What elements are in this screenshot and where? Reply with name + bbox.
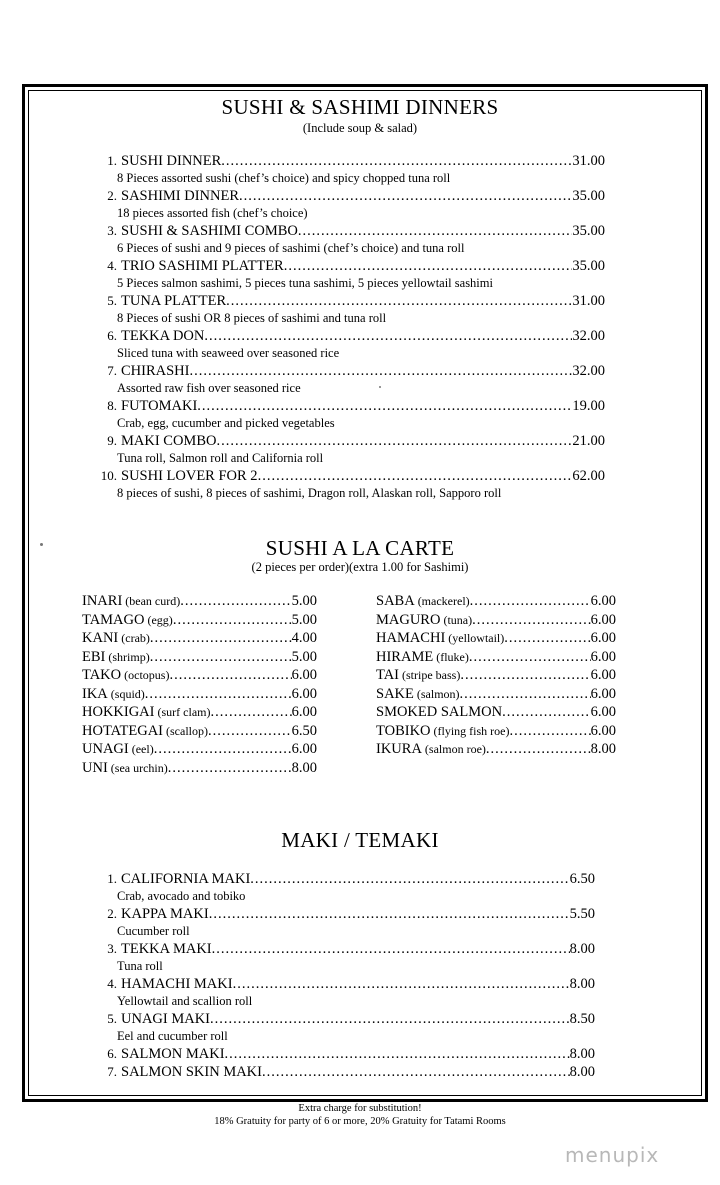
item-price: 35.00 xyxy=(572,258,605,274)
item-number: 1. xyxy=(107,871,117,886)
item-description: Eel and cucumber roll xyxy=(117,1029,228,1043)
dot-leader xyxy=(150,629,292,647)
item-name: SAKE xyxy=(376,685,414,702)
item-price: 6.00 xyxy=(590,611,616,628)
section-title-maki: MAKI / TEMAKI xyxy=(281,828,439,852)
item-number: 10. xyxy=(100,468,117,483)
item-name: HAMACHI MAKI xyxy=(121,976,233,992)
item-number: 2. xyxy=(107,188,117,203)
a-la-carte-item xyxy=(376,685,616,704)
dot-leader xyxy=(460,685,591,703)
section-title-dinners: SUSHI & SASHIMI DINNERS xyxy=(221,95,499,119)
section-subtitle-dinners: (Include soup & salad) xyxy=(302,121,418,135)
item-price: 6.00 xyxy=(590,667,616,683)
dot-leader xyxy=(258,467,573,485)
a-la-carte-item xyxy=(82,685,317,704)
dot-leader xyxy=(197,397,572,415)
maki-list xyxy=(95,870,595,1081)
item-name: TEKKA MAKI xyxy=(121,941,212,957)
footer-gratuity-note: 18% Gratuity for party of 6 or more, 20% Gratuity for Tatami Rooms xyxy=(214,1116,506,1127)
item-translation: (egg) xyxy=(147,612,173,627)
item-translation: (salmon roe) xyxy=(424,742,486,756)
item-name: UNI xyxy=(82,759,108,776)
item-name: INARI xyxy=(82,593,123,609)
item-price: 8.00 xyxy=(569,976,595,992)
item-name: UNAGI MAKI xyxy=(121,1011,211,1027)
dot-leader xyxy=(284,257,573,275)
item-price: 8.00 xyxy=(590,741,616,757)
item-price: 6.00 xyxy=(291,704,317,720)
item-translation: (tuna) xyxy=(443,612,473,627)
dinners-list xyxy=(95,152,605,502)
a-la-carte-item xyxy=(376,666,616,685)
item-name: SASHIMI DINNER xyxy=(121,188,240,204)
item-description: Sliced tuna with seaweed over seasoned rice xyxy=(117,346,340,360)
item-name: MAKI COMBO xyxy=(121,433,217,449)
menu-item xyxy=(95,222,605,240)
a-la-carte-item xyxy=(82,740,317,759)
a-la-carte-item xyxy=(376,740,616,759)
dot-leader xyxy=(212,940,570,958)
a-la-carte-item xyxy=(376,592,616,611)
dot-leader xyxy=(470,592,591,610)
dot-leader xyxy=(233,975,570,993)
menu-item xyxy=(95,397,605,415)
item-number: 5. xyxy=(107,1011,117,1026)
item-description: Tuna roll xyxy=(117,959,163,973)
dot-leader xyxy=(486,740,591,758)
item-price: 21.00 xyxy=(572,433,605,449)
a-la-carte-item xyxy=(82,648,317,667)
item-description: 8 Pieces assorted sushi (chef’s choice) and spicy chopped tuna roll xyxy=(117,171,451,185)
item-name: SALMON SKIN MAKI xyxy=(121,1064,262,1080)
item-price: 62.00 xyxy=(572,468,605,484)
dot-leader xyxy=(460,666,590,684)
dot-leader xyxy=(225,1045,570,1063)
item-price: 6.00 xyxy=(291,685,317,702)
item-price: 6.00 xyxy=(590,722,616,739)
dot-leader xyxy=(469,648,591,666)
menu-item xyxy=(95,1010,595,1028)
item-name: EBI xyxy=(82,648,106,665)
item-translation: (scallop) xyxy=(166,723,208,738)
item-description: Crab, egg, cucumber and picked vegetables xyxy=(117,416,335,430)
item-name: TUNA PLATTER xyxy=(121,293,227,309)
item-price: 31.00 xyxy=(572,293,605,309)
item-price: 8.00 xyxy=(291,759,317,776)
dot-leader xyxy=(262,1063,570,1081)
a-la-carte-item xyxy=(82,759,317,778)
item-description: Assorted raw fish over seasoned rice xyxy=(117,381,301,395)
a-la-carte-item xyxy=(82,592,317,611)
dot-leader xyxy=(298,222,573,240)
item-translation: (mackerel) xyxy=(417,594,470,608)
dot-leader xyxy=(210,1010,570,1028)
item-name: TEKKA DON xyxy=(121,328,205,344)
item-number: 5. xyxy=(107,293,117,308)
item-price: 32.00 xyxy=(572,328,605,344)
item-translation: (crab) xyxy=(121,631,150,645)
item-name: CHIRASHI xyxy=(121,363,190,379)
item-name: HIRAME xyxy=(376,648,434,665)
a-la-carte-item xyxy=(82,722,317,741)
item-name: HAMACHI xyxy=(376,630,446,646)
item-name: IKA xyxy=(82,685,108,702)
item-description: Crab, avocado and tobiko xyxy=(117,889,246,903)
item-price: 6.00 xyxy=(590,593,616,609)
item-name: TOBIKO xyxy=(376,722,431,739)
item-price: 6.50 xyxy=(569,871,595,887)
dot-leader xyxy=(208,722,292,740)
item-description: Cucumber roll xyxy=(117,924,190,938)
a-la-carte-item xyxy=(376,703,616,722)
item-name: KANI xyxy=(82,630,119,646)
item-price: 35.00 xyxy=(572,188,605,204)
section-subtitle-a-la-carte: (2 pieces per order)(extra 1.00 for Sashimi) xyxy=(251,560,469,574)
dot-leader xyxy=(180,592,291,610)
dot-leader xyxy=(216,432,572,450)
item-price: 6.50 xyxy=(291,722,317,739)
menu-item xyxy=(95,1045,595,1063)
item-name: SUSHI & SASHIMI COMBO xyxy=(121,223,298,239)
item-price: 8.00 xyxy=(569,1064,595,1080)
item-price: 8.00 xyxy=(569,1046,595,1062)
footer-substitution-note: Extra charge for substitution! xyxy=(298,1103,422,1114)
dot-leader xyxy=(168,759,292,777)
item-description: 8 Pieces of sushi OR 8 pieces of sashimi and tuna roll xyxy=(117,311,387,325)
menu-item xyxy=(95,257,605,275)
item-price: 8.50 xyxy=(569,1011,595,1027)
item-translation: (bean curd) xyxy=(125,594,181,608)
item-number: 6. xyxy=(107,1046,117,1061)
item-name: UNAGI xyxy=(82,741,129,757)
a-la-carte-item xyxy=(376,611,616,630)
item-number: 6. xyxy=(107,328,117,343)
dot-leader xyxy=(221,152,572,170)
item-translation: (yellowtail) xyxy=(448,631,505,645)
a-la-carte-item xyxy=(82,611,317,630)
item-name: SMOKED SALMON xyxy=(376,704,503,720)
item-name: TAKO xyxy=(82,667,122,683)
dot-leader xyxy=(173,611,292,629)
item-name: HOKKIGAI xyxy=(82,704,155,720)
item-number: 7. xyxy=(107,1064,117,1079)
a-la-carte-item xyxy=(82,666,317,685)
item-number: 7. xyxy=(107,363,117,378)
menu-item xyxy=(95,905,595,923)
scan-speck xyxy=(379,386,381,388)
item-translation: (eel) xyxy=(131,742,154,756)
section-title-a-la-carte: SUSHI A LA CARTE xyxy=(265,536,455,560)
dot-leader xyxy=(154,740,292,758)
item-translation: (salmon) xyxy=(416,686,460,701)
menu-item xyxy=(95,1063,595,1081)
item-number: 3. xyxy=(107,941,117,956)
menu-item xyxy=(95,362,605,380)
item-description: 5 Pieces salmon sashimi, 5 pieces tuna sashimi, 5 pieces yellowtail sashimi xyxy=(117,276,493,290)
menu-item xyxy=(95,292,605,310)
item-number: 9. xyxy=(107,433,117,448)
item-name: SABA xyxy=(376,593,415,609)
dot-leader xyxy=(150,648,292,666)
item-translation: (surf clam) xyxy=(157,705,211,719)
item-price: 6.00 xyxy=(590,630,616,646)
menu-item xyxy=(95,327,605,345)
dot-leader xyxy=(250,870,569,888)
watermark-logo: menupix xyxy=(565,1143,660,1167)
item-translation: (fluke) xyxy=(436,649,469,664)
item-price: 8.00 xyxy=(569,941,595,957)
item-name: TRIO SASHIMI PLATTER xyxy=(121,258,284,274)
dot-leader xyxy=(209,905,570,923)
a-la-carte-item xyxy=(376,722,616,741)
item-name: HOTATEGAI xyxy=(82,722,163,739)
item-number: 1. xyxy=(107,153,117,168)
item-name: MAGURO xyxy=(376,611,441,628)
dot-leader xyxy=(189,362,572,380)
menu-item xyxy=(95,940,595,958)
item-price: 5.50 xyxy=(569,906,595,922)
dot-leader xyxy=(239,187,572,205)
item-price: 5.00 xyxy=(291,593,317,609)
item-price: 35.00 xyxy=(572,223,605,239)
a-la-carte-item xyxy=(376,629,616,648)
dot-leader xyxy=(510,722,591,740)
dot-leader xyxy=(226,292,572,310)
item-description: 6 Pieces of sushi and 9 pieces of sashimi (chef’s choice) and tuna roll xyxy=(117,241,465,255)
item-price: 6.00 xyxy=(590,704,616,720)
item-name: FUTOMAKI xyxy=(121,398,198,414)
item-price: 32.00 xyxy=(572,363,605,379)
menu-item xyxy=(95,432,605,450)
dot-leader xyxy=(204,327,572,345)
item-price: 19.00 xyxy=(572,398,605,414)
item-price: 6.00 xyxy=(590,648,616,665)
item-number: 4. xyxy=(107,258,117,273)
item-price: 6.00 xyxy=(291,667,317,683)
dot-leader xyxy=(210,703,291,721)
menu-item xyxy=(95,152,605,170)
item-translation: (squid) xyxy=(110,686,145,701)
item-translation: (stripe bass) xyxy=(402,668,461,682)
a-la-carte-item xyxy=(82,703,317,722)
item-number: 2. xyxy=(107,906,117,921)
dot-leader xyxy=(145,685,292,703)
item-description: Tuna roll, Salmon roll and California roll xyxy=(117,451,324,465)
item-translation: (sea urchin) xyxy=(110,760,168,775)
item-price: 31.00 xyxy=(572,153,605,169)
item-price: 5.00 xyxy=(291,611,317,628)
item-price: 6.00 xyxy=(590,685,616,702)
item-translation: (octopus) xyxy=(124,668,170,682)
item-name: SALMON MAKI xyxy=(121,1046,225,1062)
item-number: 8. xyxy=(107,398,117,413)
item-description: 18 pieces assorted fish (chef’s choice) xyxy=(117,206,308,220)
item-name: TAMAGO xyxy=(82,611,145,628)
a-la-carte-left-column xyxy=(82,592,317,777)
item-name: TAI xyxy=(376,667,399,683)
item-description: Yellowtail and scallion roll xyxy=(117,994,253,1008)
menu-item xyxy=(95,975,595,993)
a-la-carte-item xyxy=(82,629,317,648)
item-name: KAPPA MAKI xyxy=(121,906,209,922)
item-name: CALIFORNIA MAKI xyxy=(121,871,251,887)
menu-item xyxy=(95,187,605,205)
dot-leader xyxy=(169,666,291,684)
item-name: SUSHI DINNER xyxy=(121,153,222,169)
scan-speck xyxy=(40,543,43,546)
item-price: 4.00 xyxy=(291,630,317,646)
item-translation: (shrimp) xyxy=(108,649,150,664)
a-la-carte-right-column xyxy=(376,592,616,759)
a-la-carte-item xyxy=(376,648,616,667)
item-name: SUSHI LOVER FOR 2 xyxy=(121,468,258,484)
item-price: 5.00 xyxy=(291,648,317,665)
dot-leader xyxy=(502,703,591,721)
item-name: IKURA xyxy=(376,741,422,757)
item-number: 4. xyxy=(107,976,117,991)
menu-item xyxy=(95,467,605,485)
dot-leader xyxy=(472,611,591,629)
dot-leader xyxy=(504,629,590,647)
item-description: 8 pieces of sushi, 8 pieces of sashimi, Dragon roll, Alaskan roll, Sapporo roll xyxy=(117,486,502,500)
item-price: 6.00 xyxy=(291,741,317,757)
menu-item xyxy=(95,870,595,888)
item-translation: (flying fish roe) xyxy=(433,723,510,738)
item-number: 3. xyxy=(107,223,117,238)
